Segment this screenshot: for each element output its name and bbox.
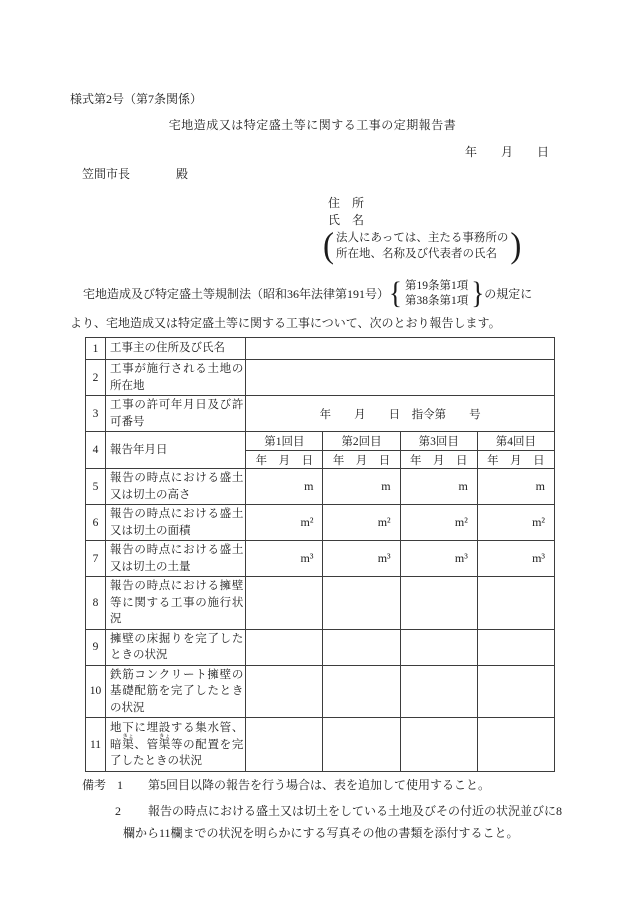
unit-cell: m³ <box>323 541 400 577</box>
row-label: 報告の時点における盛土又は切土の高さ <box>106 469 246 505</box>
unit-cell: m <box>246 469 323 505</box>
table-row <box>86 396 555 432</box>
applicant-block <box>323 195 555 266</box>
row-number: 6 <box>86 505 106 541</box>
entry-cell <box>323 718 400 772</box>
table-row <box>86 718 555 772</box>
report-col-header-1: 第1回目 <box>246 432 323 451</box>
row-number: 3 <box>86 396 106 432</box>
unit-cell: m² <box>477 505 554 541</box>
corporate-note <box>323 226 555 266</box>
remark-item <box>70 777 555 794</box>
entry-cell <box>477 665 554 718</box>
entry-cell <box>400 629 477 665</box>
table-row <box>86 577 555 630</box>
entry-cell <box>477 577 554 630</box>
row-number: 5 <box>86 469 106 505</box>
close-paren: ) <box>510 226 522 266</box>
row-label: 擁壁の床掘りを完了したときの状況 <box>106 629 246 665</box>
row-label: 報告の時点における盛土又は切土の土量 <box>106 541 246 577</box>
remarks-label: 備考 <box>82 778 107 792</box>
legal-basis-paragraph <box>70 275 555 331</box>
row-number: 7 <box>86 541 106 577</box>
entry-cell <box>246 629 323 665</box>
table-row <box>86 432 555 451</box>
unit-cell: m <box>323 469 400 505</box>
unit-cell: m³ <box>477 541 554 577</box>
law-clause-2: 第38条第1項 <box>404 294 469 307</box>
unit-cell: m² <box>246 505 323 541</box>
date-placeholder-cell: 年 月 日 <box>323 451 400 469</box>
entry-cell <box>246 360 555 396</box>
addressee-line <box>82 165 555 182</box>
date-placeholder-cell: 年 月 日 <box>400 451 477 469</box>
unit-cell: m³ <box>400 541 477 577</box>
row-number: 10 <box>86 665 106 718</box>
row-label: 工事が施行される土地の所在地 <box>106 360 246 396</box>
entry-cell <box>246 338 555 360</box>
remark-text: 報告の時点における盛土又は切土をしている土地及びその付近の状況並びに8欄から11欄までの状況を明らかにする写真その他の書類を添付すること。 <box>123 804 563 840</box>
entry-cell <box>400 718 477 772</box>
open-paren: ( <box>323 226 334 266</box>
report-col-header-3: 第3回目 <box>400 432 477 451</box>
unit-cell: m² <box>400 505 477 541</box>
row-label: 工事主の住所及び氏名 <box>106 338 246 360</box>
law-clause-1: 第19条第1項 <box>404 279 469 292</box>
entry-cell <box>477 718 554 772</box>
entry-cell <box>323 665 400 718</box>
remark-item <box>115 800 570 844</box>
table-row <box>86 665 555 718</box>
row-label: 報告の時点における盛土又は切土の面積 <box>106 505 246 541</box>
form-number: 様式第2号（第7条関係） <box>70 92 203 106</box>
report-date-line: 年 月 日 <box>464 145 549 159</box>
table-row <box>86 338 555 360</box>
report-col-header-2: 第2回目 <box>323 432 400 451</box>
corporate-note-line1: 法人にあっては、主たる事務所の <box>336 232 509 244</box>
entry-cell <box>400 665 477 718</box>
remark-number: 1 <box>117 778 123 792</box>
entry-cell <box>400 577 477 630</box>
report-col-header-4: 第4回目 <box>477 432 554 451</box>
table-row <box>86 469 555 505</box>
name-label: 氏 名 <box>328 213 365 227</box>
row-number: 4 <box>86 432 106 469</box>
addressee-name: 笠間市長 <box>82 167 131 181</box>
entry-cell <box>246 718 323 772</box>
law-text-after: の規定に <box>484 287 533 301</box>
table-row <box>86 505 555 541</box>
corporate-note-line2: 所在地、名称及び代表者の氏名 <box>336 247 497 260</box>
row-label: 工事の許可年月日及び許可番号 <box>106 396 246 432</box>
entry-cell <box>323 577 400 630</box>
table-row <box>86 360 555 396</box>
remark-text: 第5回目以降の報告を行う場合は、表を追加して使用すること。 <box>148 778 491 792</box>
row-label: 地下に埋設する集水管、暗渠きょ、管渠きょ等の配置を完了したときの状況 <box>106 718 246 772</box>
date-placeholder-cell: 年 月 日 <box>246 451 323 469</box>
row-label: 鉄筋コンクリート擁壁の基礎配筋を完了したときの状況 <box>106 665 246 718</box>
row-number: 8 <box>86 577 106 630</box>
address-label: 住 所 <box>328 196 365 210</box>
unit-cell: m² <box>323 505 400 541</box>
close-brace: } <box>471 276 485 310</box>
row-number: 9 <box>86 629 106 665</box>
remark-number: 2 <box>115 804 121 818</box>
remarks-section <box>70 777 563 844</box>
row-number: 2 <box>86 360 106 396</box>
law-text-before: 宅地造成及び特定盛土等規制法（昭和36年法律第191号） <box>83 287 390 301</box>
unit-cell: m³ <box>246 541 323 577</box>
permit-date-cell: 年 月 日 指令第 号 <box>246 396 555 432</box>
row-label: 報告年月日 <box>106 432 246 469</box>
unit-cell: m <box>477 469 554 505</box>
law-text-line2: より、宅地造成又は特定盛土等に関する工事について、次のとおり報告します。 <box>70 316 501 330</box>
unit-cell: m <box>400 469 477 505</box>
entry-cell <box>246 577 323 630</box>
entry-cell <box>477 629 554 665</box>
row-number: 11 <box>86 718 106 772</box>
page-title: 宅地造成又は特定盛土等に関する工事の定期報告書 <box>168 118 457 132</box>
row-number: 1 <box>86 338 106 360</box>
date-placeholder-cell: 年 月 日 <box>477 451 554 469</box>
addressee-honorific: 殿 <box>176 167 189 181</box>
entry-cell <box>246 665 323 718</box>
report-table <box>85 337 555 772</box>
row-label: 報告の時点における擁壁等に関する工事の施行状況 <box>106 577 246 630</box>
entry-cell <box>323 629 400 665</box>
table-row <box>86 629 555 665</box>
open-brace: { <box>389 276 402 310</box>
table-row <box>86 541 555 577</box>
